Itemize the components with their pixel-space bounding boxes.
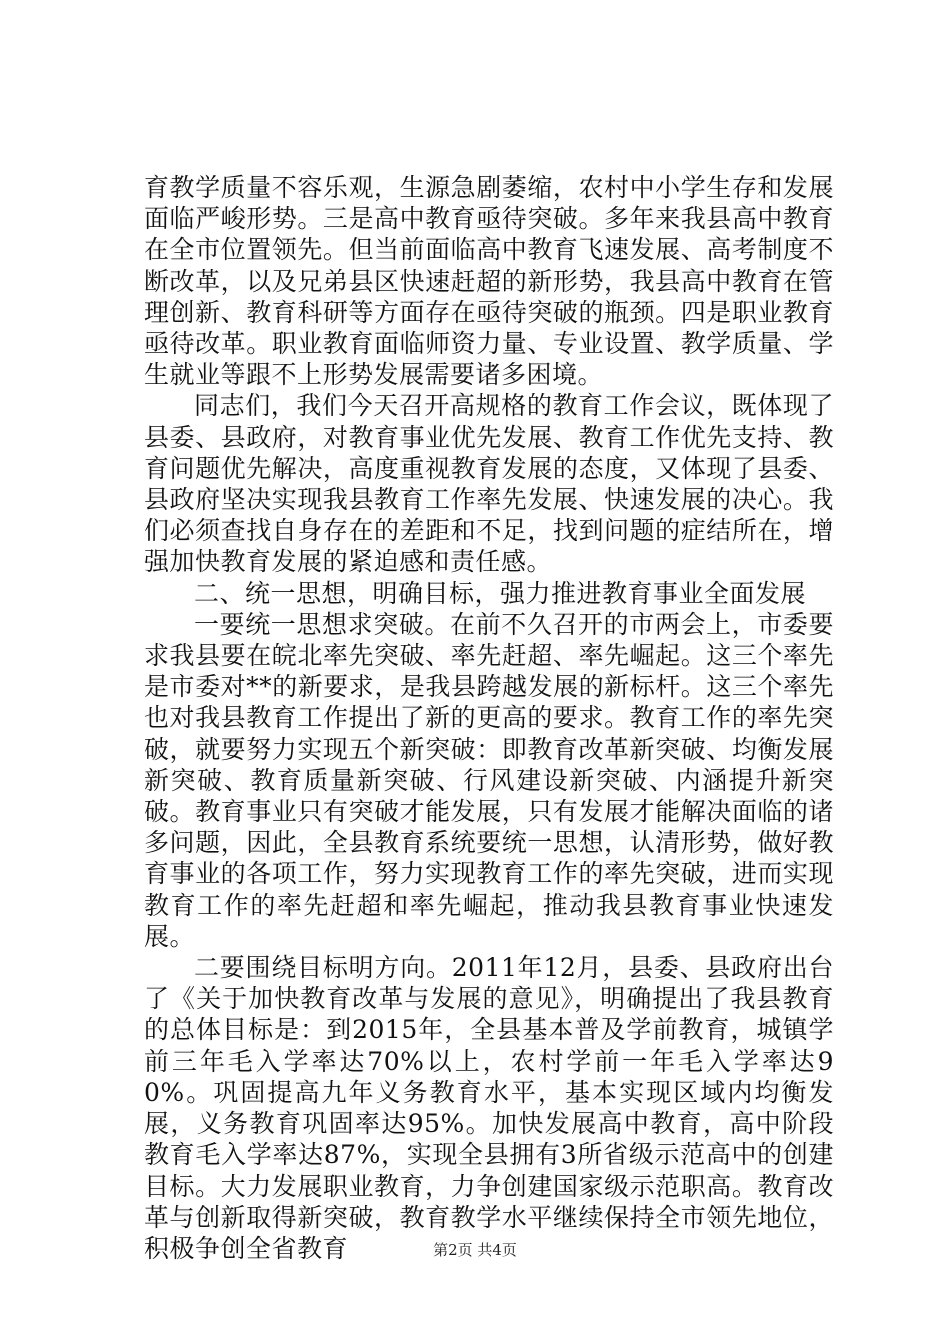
document-body bbox=[144, 172, 834, 1264]
paragraph-goals: 二要围绕目标明方向。2011年12月，县委、县政府出台了《关于加快教育改革与发展的意见》，明确提出了我县教育的总体目标是：到2015年，全县基本普及学前教育，城镇学前三年毛入学率达70%以上，农村学前一年毛入学率达90%。巩固提高九年义务教育水平，基本实现区域内均衡发展，义务教育巩固率达95%。加快发展高中教育，高中阶段教育毛入学率达87%，实现全县拥有3所省级示范高中的创建目标。大力发展职业教育，力争创建国家级示范职高。教育改革与创新取得新突破，教育教学水平继续保持全市领先地位，积极争创全省教育 bbox=[144, 953, 834, 1263]
paragraph-unify-thinking: 一要统一思想求突破。在前不久召开的市两会上，市委要求我县要在皖北率先突破、率先赶超、率先崛起。这三个率先是市委对**的新要求，是我县跨越发展的新标杆。这三个率先也对我县教育工作提出了新的更高的要求。教育工作的率先突破，就要努力实现五个新突破：即教育改革新突破、均衡发展新突破、教育质量新突破、行风建设新突破、内涵提升新突破。教育事业只有突破才能发展，只有发展才能解决面临的诸多问题，因此，全县教育系统要统一思想，认清形势，做好教育事业的各项工作，努力实现教育工作的率先突破，进而实现教育工作的率先赶超和率先崛起，推动我县教育事业快速发展。 bbox=[144, 609, 834, 951]
paragraph-comrades: 同志们，我们今天召开高规格的教育工作会议，既体现了县委、县政府，对教育事业优先发展、教育工作优先支持、教育问题优先解决，高度重视教育发展的态度，又体现了县委、县政府坚决实现我县教育工作率先发展、快速发展的决心。我们必须查找自身存在的差距和不足，找到问题的症结所在，增强加快教育发展的紧迫感和责任感。 bbox=[144, 391, 834, 577]
section-heading-2: 二、统一思想，明确目标，强力推进教育事业全面发展 bbox=[194, 578, 807, 608]
paragraph-continuation: 育教学质量不容乐观，生源急剧萎缩，农村中小学生存和发展面临严峻形势。三是高中教育亟待突破。多年来我县高中教育在全市位置领先。但当前面临高中教育飞速发展、高考制度不断改革，以及兄弟县区快速赶超的新形势，我县高中教育在管理创新、教育科研等方面存在亟待突破的瓶颈。四是职业教育亟待改革。职业教育面临师资力量、专业设置、教学质量、学生就业等跟不上形势发展需要诸多困境。 bbox=[144, 173, 834, 390]
page-footer: 第2页 共4页 bbox=[433, 1241, 517, 1259]
